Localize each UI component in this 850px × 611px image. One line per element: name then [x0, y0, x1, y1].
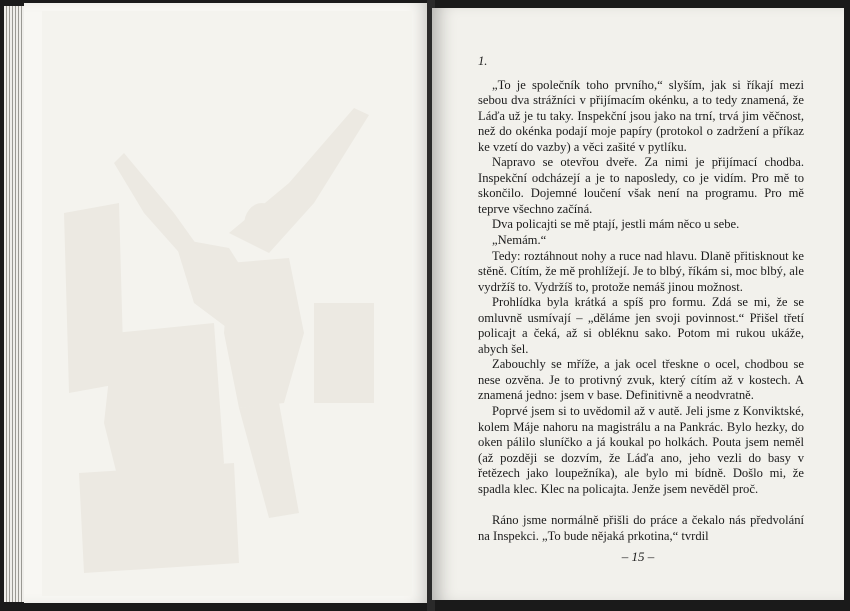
chapter-number: 1.: [478, 54, 488, 68]
paragraph: Zabouchly se mříže, a jak ocel třeskne o ocel, chodbou se nese ozvěna. Je to protivný zvuk, který cítím až v kostech. A znamená jedno: jsem v base. Definitivně a neodvratně.: [478, 357, 804, 403]
paragraph: Dva policajti se mě ptají, jestli mám něco u sebe.: [492, 217, 740, 232]
photo-bleed-through: [24, 3, 430, 603]
paragraph: Napravo se otevřou dveře. Za nimi je přijímací chodba. Inspekční odcházejí a je to naposledy, co je vidím. Pro mě to skončilo. Dojemné loučení však není na programu. Pro mě teprve všechno začíná.: [478, 155, 804, 216]
paragraph: Tedy: roztáhnout nohy a ruce nad hlavu. Dlaně přitisknout ke stěně. Cítím, že mě prohlížejí. Je to blbý, říkám si, moc blbý, ale vydržíš to. Vydržíš to, protože nemáš jinou možnost.: [478, 248, 804, 294]
paragraph: Poprvé jsem si to uvědomil až v autě. Jeli jsme z Konviktské, kolem Máje nahoru na magistrálu a na Pankrác. Bylo hezky, do oken pálilo sluníčko a já koukal po holkách. Pouta jsem neměl (až později se dozvím, že Láďa ano, jeho vezli do basy v řetězech jako loupežníka), ale bylo mi bídně. Došlo mi, že spadla klec. Klec na policajta. Jenže jsem nevěděl proč.: [478, 404, 804, 496]
page-number: – 15 –: [621, 549, 655, 564]
paragraph: „Nemám.“: [492, 233, 547, 248]
paragraph: „To je společník toho prvního,“ slyším, jak si říkají mezi sebou dva strážníci v přijímacím okénku, a to tedy znamená, že Láďa už je tu taky. Inspekční jsou jako na trní, trvá jim věčnost, než do okénka podají moje papíry (protokol o zadržení a příkaz ke vzetí do vazby) a věci zašité v pytlíku.: [478, 77, 804, 154]
paragraph: Prohlídka byla krátká a spíš pro formu. Zdá se mi, že se omluvně usmívají – „děláme jen svoji povinnost.“ Přišel třetí policajt a čeká, až si obléknu sako. Potom mi rukou ukáže, abych šel.: [478, 295, 804, 356]
paragraph-last: Ráno jsme normálně přišli do práce a čekalo nás předvolání na Inspekci. „To bude nějaká prkotina,“ tvrdil: [478, 513, 804, 543]
section-gap: [478, 497, 804, 513]
page-text: [478, 54, 804, 544]
right-page: [432, 8, 844, 600]
left-page: [24, 3, 430, 603]
